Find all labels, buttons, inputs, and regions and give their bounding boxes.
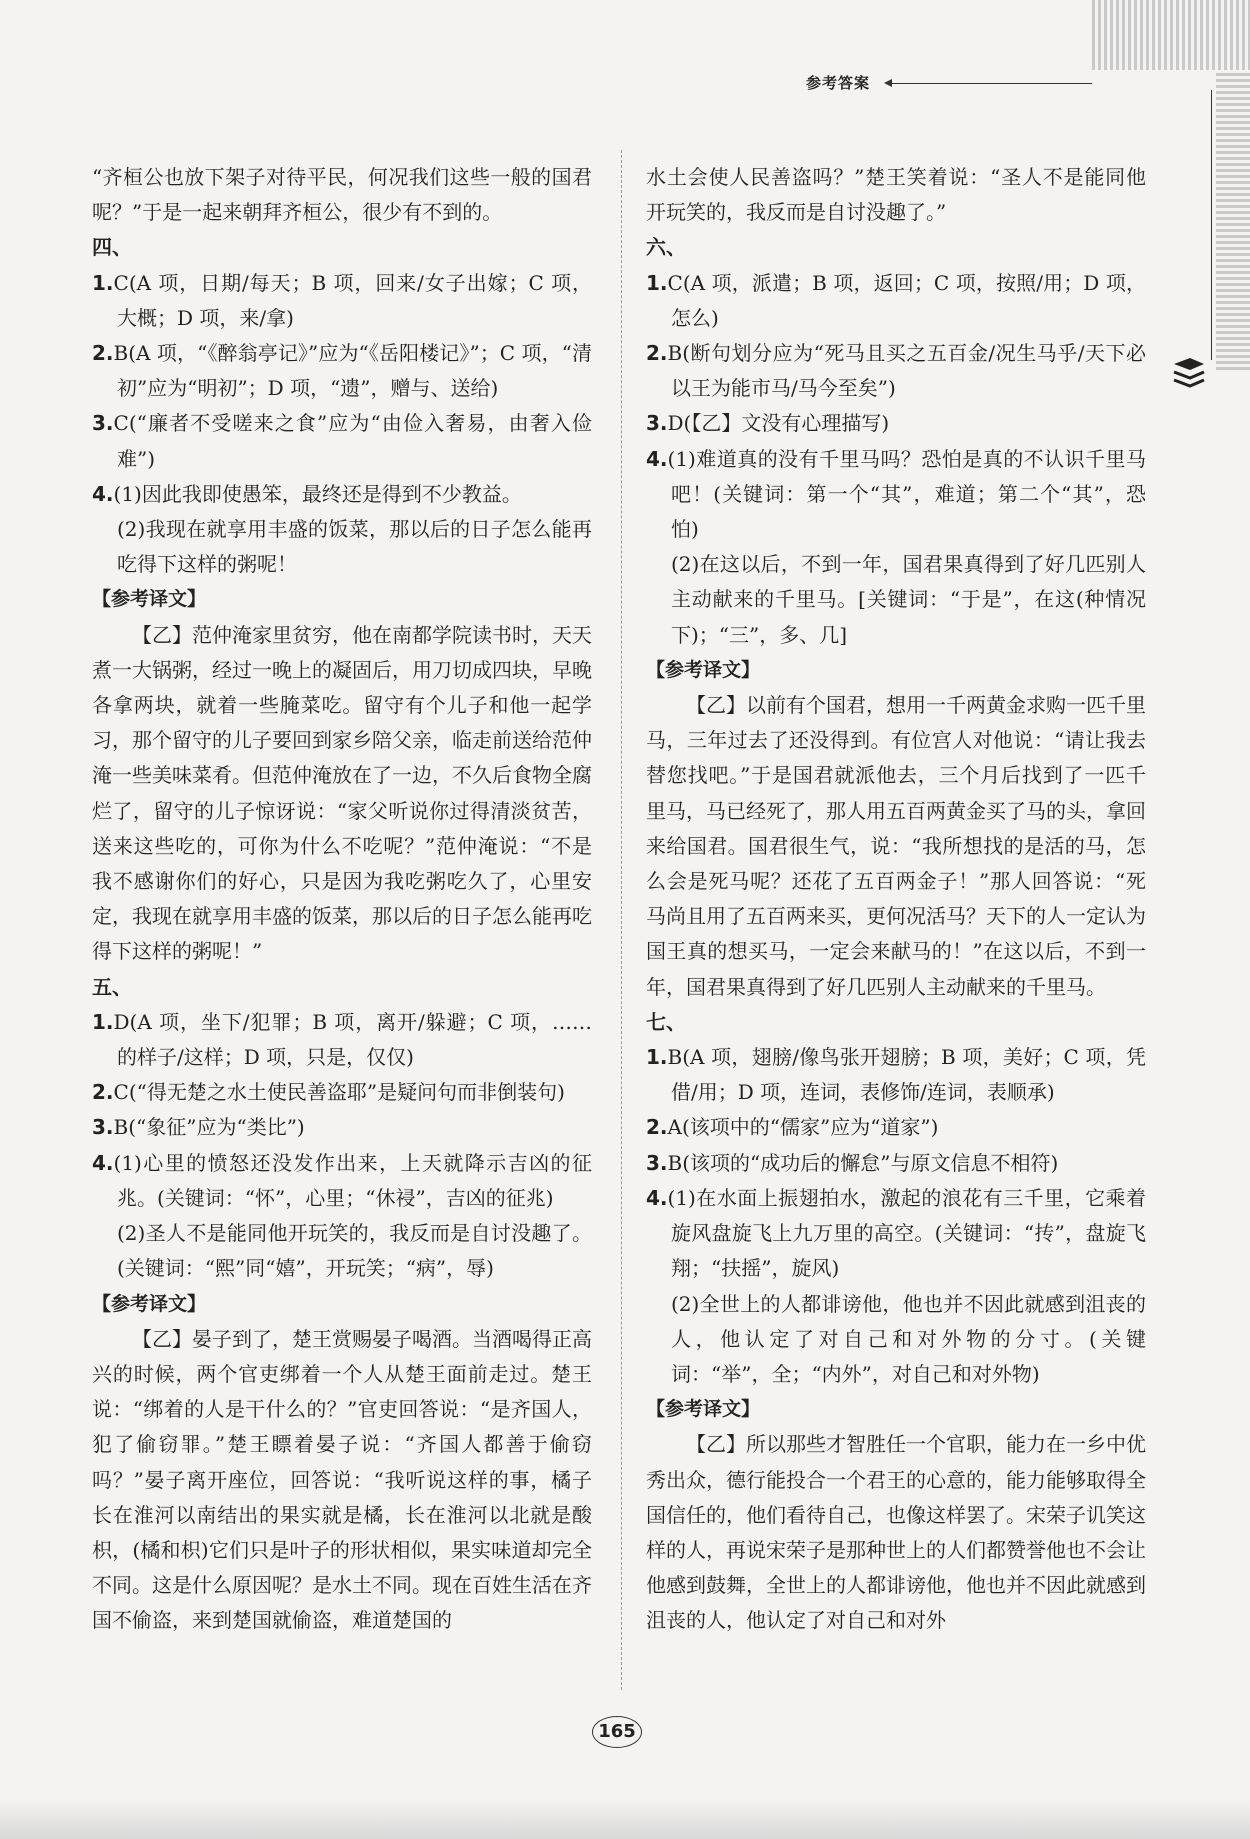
column-divider: [621, 150, 622, 1690]
page-number: 165: [592, 1716, 642, 1748]
answer-item: [92, 406, 592, 476]
translation-paragraph: 【乙】以前有个国君，想用一千两黄金求购一匹千里马，三年过去了还没得到。有位宫人对他说：“请让我去替您找吧。”于是国君就派他去，三个月后找到了一匹千里马，马已经死了，那人用五百两黄金买了马的头，拿回来给国君。国君很生气，说：“我所想找的是活的马，怎么会是死马呢？还花了五百两金子！”那人回答说：“死马尚且用了五百两来买，更何况活马？天下的人一定认为国王真的想买马，一定会来献马的！”在这以后，不到一年，国君果真得到了好几匹别人主动献来的千里马。: [646, 693, 1146, 999]
answer-item: [646, 1181, 1146, 1287]
item-text: (1)难道真的没有千里马吗？恐怕是真的不认识千里马吧！(关键词：第一个“其”，难道；第二个“其”，恐怕): [667, 446, 1146, 542]
right-column: [646, 160, 1146, 1639]
item-number: 4.: [92, 481, 114, 506]
item-number: 4.: [92, 1150, 114, 1175]
reference-translation-heading: 【 参考译文 】: [92, 1287, 592, 1322]
answer-subitem: (2)我现在就享用丰盛的饭菜，那以后的日子怎么能再吃得下这样的粥呢！: [117, 517, 592, 577]
item-number: 3.: [92, 411, 114, 436]
left-column: [92, 160, 592, 1639]
section-heading: 七、: [646, 1009, 686, 1034]
answer-item: [92, 1005, 592, 1075]
item-number: 1.: [646, 270, 668, 295]
item-text: B(“象征”应为“类比”): [113, 1115, 305, 1140]
item-text: C(“廉者不受嗟来之食”应为“由俭入奢易，由奢入俭难”): [113, 411, 592, 471]
answer-subitem: (2)全世上的人都诽谤他，他也并不因此就感到沮丧的人，他认定了对自己和对外物的分寸。(关键词：“举”，全；“内外”，对自己和对外物): [671, 1291, 1146, 1386]
item-number: 1.: [92, 270, 114, 295]
decorative-stripes-top: [1092, 0, 1250, 70]
reference-translation-heading: 【 参考译文 】: [92, 582, 592, 617]
answer-subitem: (2)在这以后，不到一年，国君果真得到了好几匹别人主动献来的千里马。[关键词：“于是”，在这(种情况下)；“三”，多、几]: [671, 552, 1146, 647]
item-text: B(A 项，翅膀/像鸟张开翅膀；B 项，美好；C 项，凭借/用；D 项，连词，表修饰/连词，表顺承): [667, 1045, 1146, 1105]
item-text: (1)心里的愤怒还没发作出来，上天就降示吉凶的征兆。(关键词：“怀”，心里；“休祲”，吉凶的征兆): [113, 1150, 592, 1210]
item-text: C(“得无楚之水土使民善盗耶”是疑问句而非倒装句): [113, 1080, 565, 1105]
header-arrow-line: [892, 83, 1092, 84]
item-text: B(A 项，“《醉翁亭记》”应为“《岳阳楼记》”；C 项，“清初”应为“明初”；D 项，“遗”，赠与、送给): [113, 341, 592, 401]
item-number: 2.: [92, 1080, 114, 1105]
item-number: 2.: [92, 341, 114, 366]
item-text: D(【乙】文没有心理描写): [667, 411, 890, 436]
item-number: 4.: [646, 1185, 668, 1210]
continued-paragraph: 水土会使人民善盗吗？”楚王笑着说：“圣人不是能同他开玩笑的，我反而是自讨没趣了。”: [646, 165, 1146, 225]
item-text: (1)在水面上振翅拍水，激起的浪花有三千里，它乘着旋风盘旋飞上九万里的高空。(关键词：“抟”，盘旋飞翔；“扶摇”，旋风): [667, 1185, 1146, 1281]
answer-item: [646, 442, 1146, 548]
translation-paragraph: 【乙】所以那些才智胜任一个官职，能力在一乡中优秀出众，德行能投合一个君王的心意的，能力能够取得全国信任的，他们看待自己，也像这样罢了。宋荣子讥笑这样的人，再说宋荣子是那种世上的人们都赞誉他也不会让他感到鼓舞，全世上的人都诽谤他，他也并不因此就感到沮丧的人，他认定了对自己和对外: [646, 1432, 1146, 1633]
book-stack-icon: [1172, 356, 1206, 392]
answer-item: [92, 266, 592, 336]
answer-item: [92, 1110, 592, 1145]
answer-item: [646, 406, 1146, 441]
item-text: B(该项的“成功后的懈怠”与原文信息不相符): [667, 1150, 1059, 1175]
answer-item: [92, 1075, 592, 1110]
side-rule: [1211, 90, 1212, 360]
item-text: B(断句划分应为“死马且买之五百金/况生马乎/天下必以王为能市马/马今至矣”): [667, 341, 1146, 401]
section-heading: 四、: [92, 235, 132, 260]
item-number: 3.: [646, 1150, 668, 1175]
item-text: (1)因此我即使愚笨，最终还是得到不少教益。: [113, 481, 522, 506]
decorative-stripes-side: [1216, 70, 1250, 370]
answer-item: [646, 1040, 1146, 1110]
answer-subitem: (2)圣人不是能同他开玩笑的，我反而是自讨没趣了。(关键词：“熙”同“嬉”，开玩笑；“病”，辱): [117, 1221, 592, 1281]
item-number: 4.: [646, 446, 668, 471]
header-label: 参考答案: [806, 74, 871, 92]
answer-item: [92, 336, 592, 406]
answer-item: [92, 477, 592, 512]
continued-paragraph: “齐桓公也放下架子对待平民，何况我们这些一般的国君呢？”于是一起来朝拜齐桓公，很少有不到的。: [92, 165, 592, 225]
item-number: 2.: [646, 1115, 668, 1140]
translation-paragraph: 【乙】范仲淹家里贫穷，他在南都学院读书时，天天煮一大锅粥，经过一晚上的凝固后，用刀切成四块，早晚各拿两块，就着一些腌菜吃。留守有个儿子和他一起学习，那个留守的儿子要回到家乡陪父亲，临走前送给范仲淹一些美味菜肴。但范仲淹放在了一边，不久后食物全腐烂了，留守的儿子惊讶说：“家父听说你过得清淡贫苦，送来这些吃的，可你为什么不吃呢？”范仲淹说：“不是我不感谢你们的好心，只是因为我吃粥吃久了，心里安定，我现在就享用丰盛的饭菜，那以后的日子怎么能再吃得下这样的粥呢！”: [92, 622, 592, 964]
translation-paragraph: 【乙】晏子到了，楚王赏赐晏子喝酒。当酒喝得正高兴的时候，两个官吏绑着一个人从楚王面前走过。楚王说：“绑着的人是干什么的？”官吏回答说：“是齐国人，犯了偷窃罪。”楚王瞟着晏子说：“齐国人都善于偷窃吗？”晏子离开座位，回答说：“我听说这样的事，橘子长在淮河以南结出的果实就是橘，长在淮河以北就是酸枳，(橘和枳)它们只是叶子的形状相似，果实味道却完全不同。这是什么原因呢？是水土不同。现在百姓生活在齐国不偷盗，来到楚国就偷盗，难道楚国的: [92, 1326, 592, 1633]
answer-item: [646, 336, 1146, 406]
item-text: C(A 项，派遣；B 项，返回；C 项，按照/用；D 项，怎么): [667, 270, 1146, 330]
answer-item: [92, 1146, 592, 1216]
item-number: 3.: [646, 411, 668, 436]
answer-item: [646, 266, 1146, 336]
item-number: 3.: [92, 1115, 114, 1140]
item-text: D(A 项，坐下/犯罪；B 项，离开/躲避；C 项，……的样子/这样；D 项，只是，仅仅): [113, 1009, 592, 1070]
answer-item: [646, 1146, 1146, 1181]
section-heading: 五、: [92, 974, 132, 999]
reference-translation-heading: 【 参考译文 】: [646, 1392, 1146, 1427]
answer-item: [646, 1110, 1146, 1145]
reference-translation-heading: 【 参考译文 】: [646, 653, 1146, 688]
page-bottom-edge: [0, 1800, 1250, 1839]
item-number: 1.: [646, 1045, 668, 1070]
item-text: C(A 项，日期/每天；B 项，回来/女子出嫁；C 项，大概；D 项，来/拿): [113, 270, 592, 330]
section-heading: 六、: [646, 235, 686, 260]
item-number: 1.: [92, 1009, 114, 1034]
item-text: A(该项中的“儒家”应为“道家”): [667, 1115, 939, 1140]
item-number: 2.: [646, 341, 668, 366]
